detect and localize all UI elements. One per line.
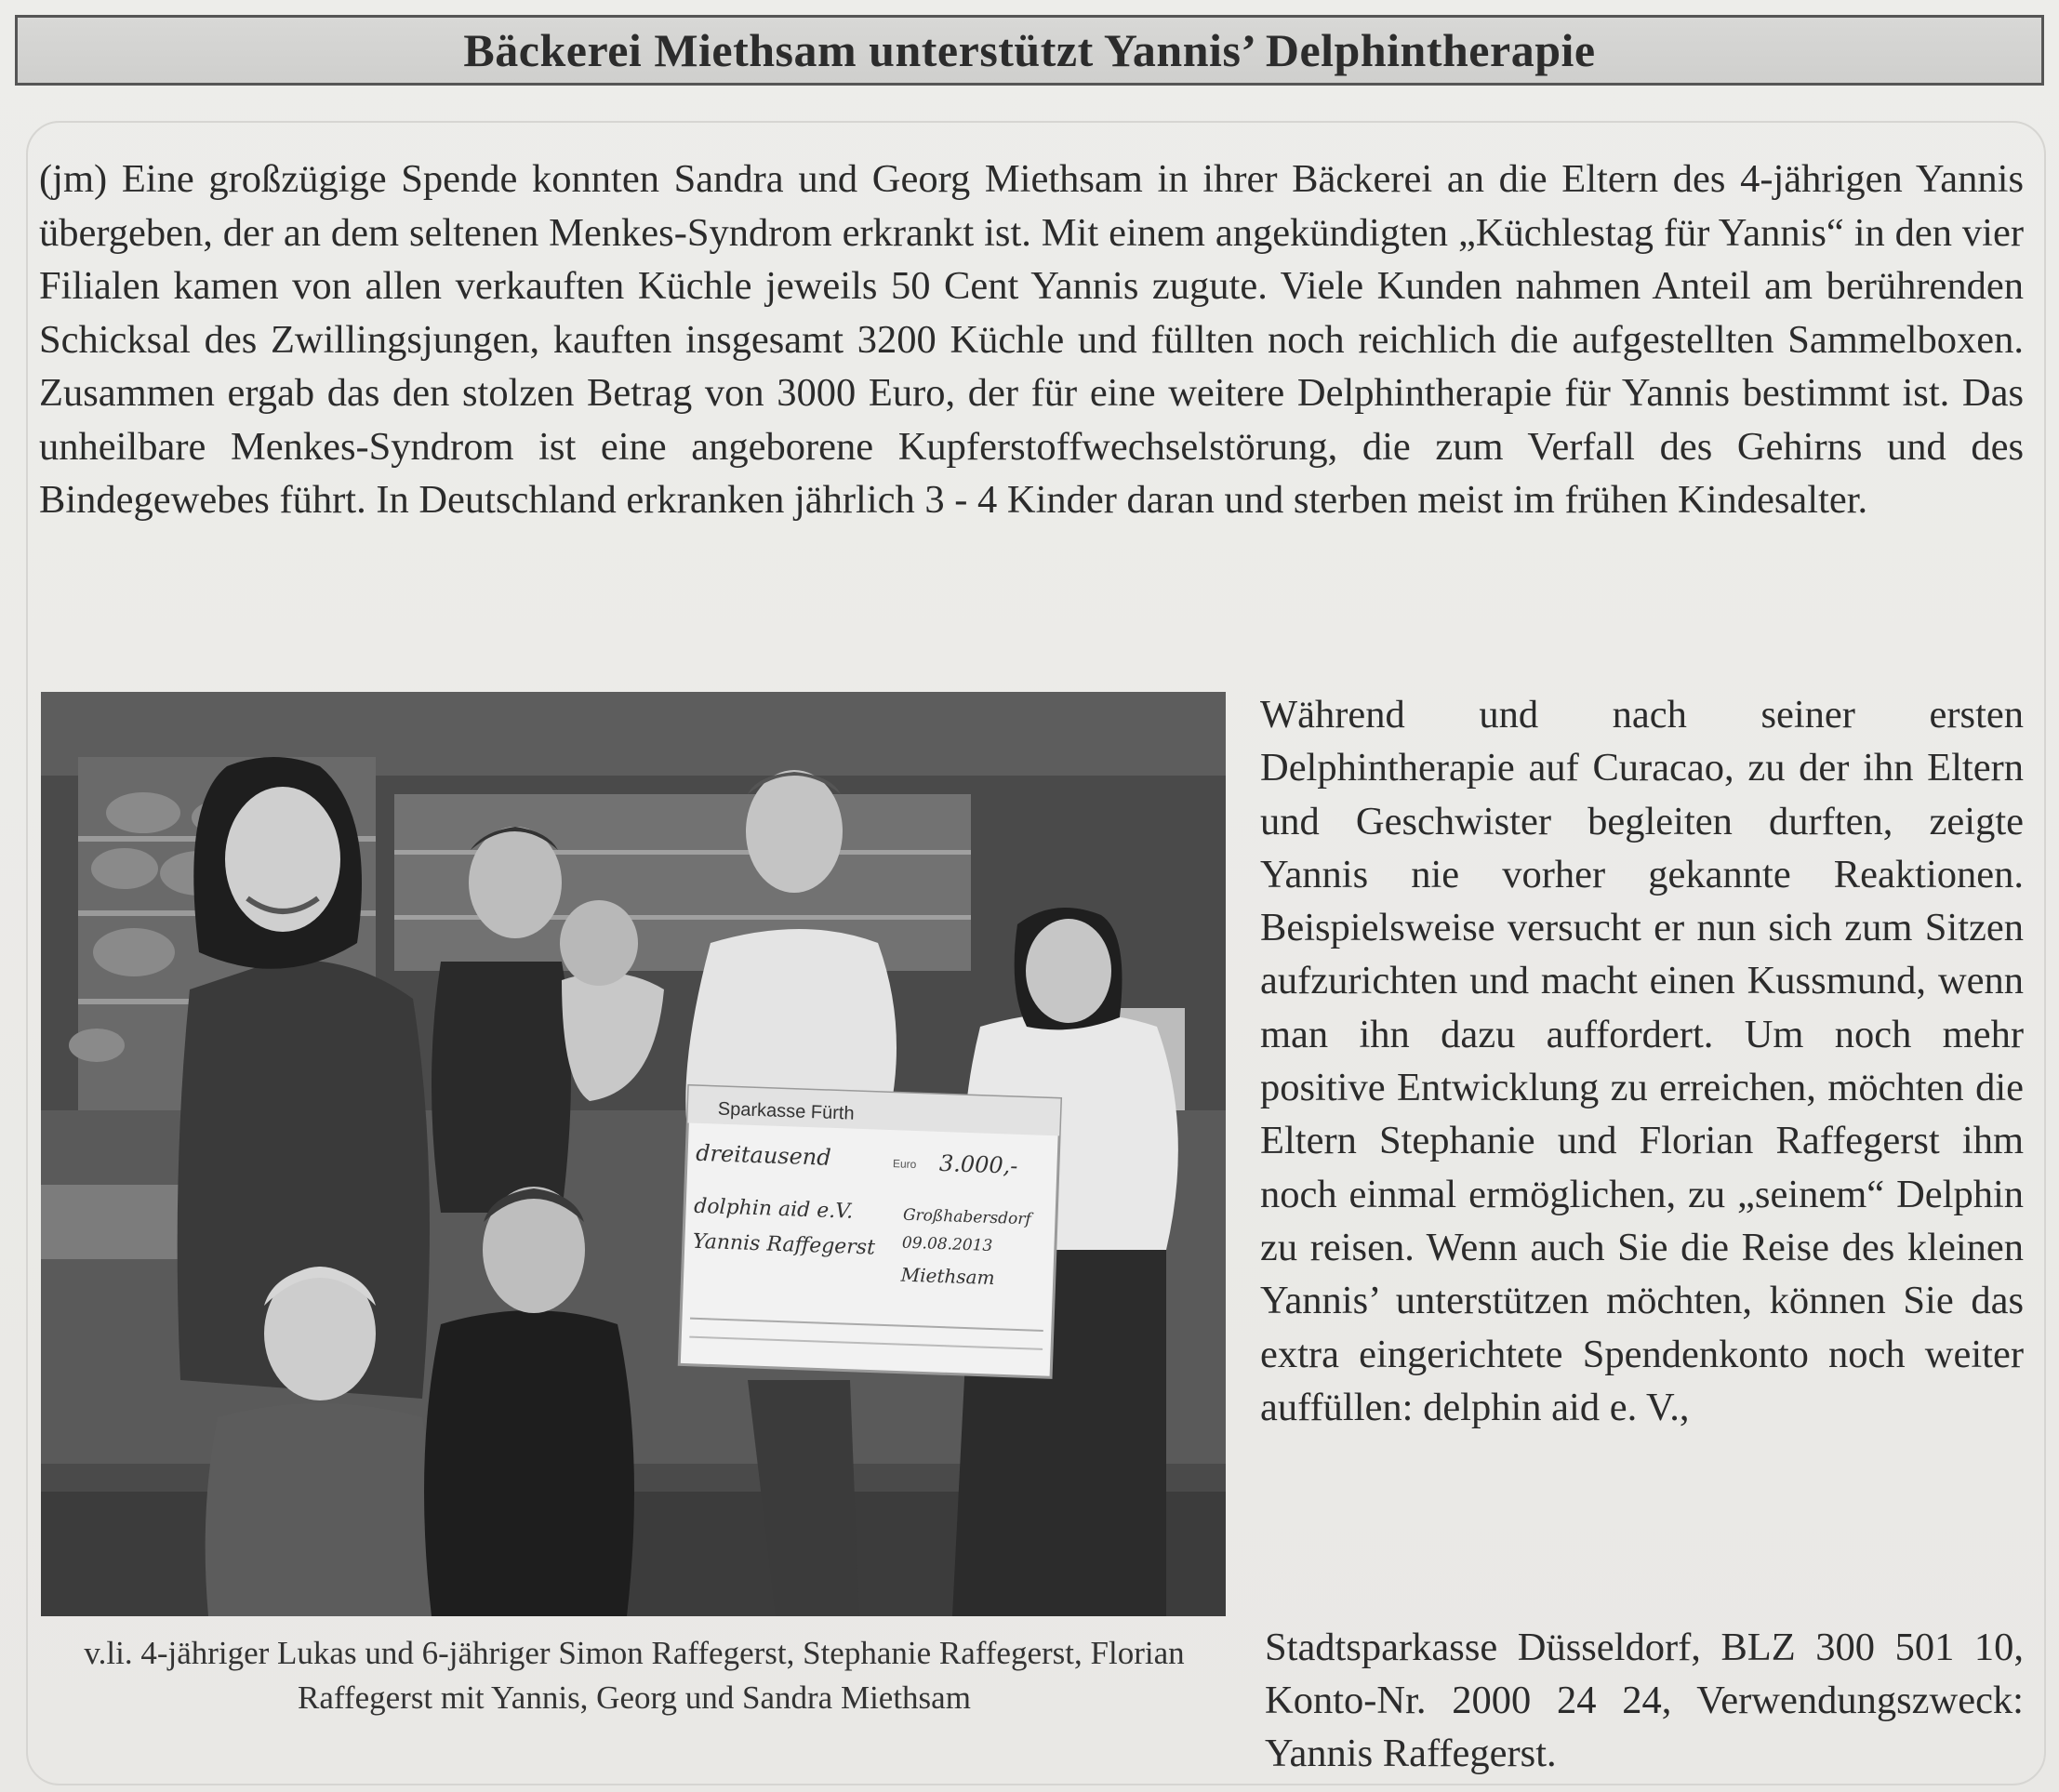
check-payee-2: Yannis Raffegerst: [692, 1229, 876, 1260]
check-date: 09.08.2013: [901, 1233, 993, 1255]
check-amount: 3.000,-: [938, 1149, 1018, 1179]
check-currency: Euro: [892, 1157, 917, 1172]
photo-caption: v.li. 4-jähriger Lukas und 6-jähriger Simon Raffegerst, Stephanie Raffegerst, Florian Raffegerst mit Yannis, Georg und Sandra Miethsam: [84, 1635, 1185, 1716]
side-paragraph: Während und nach seiner ersten Delphintherapie auf Curacao, zu der ihn Eltern und Geschwister begleiten durften, zeigte Yannis nie vorher gekannte Reaktionen. Beispielsweise versucht er nun sich zum Sitzen aufzurichten und macht einen Kussmund, wenn man ihn dazu auffordert. Um noch mehr positive Entwicklung zu erreichen, möchten die Eltern Stephanie und Florian Raffegerst ihm noch einmal ermöglichen, zu „seinem“ Delphin zu reisen. Wenn auch Sie die Reise des kleinen Yannis’ unterstützen möchten, können Sie das extra eingerichtete Spendenkonto noch weiter auffüllen: delphin aid e. V.,: [1260, 693, 2024, 1429]
check-signature: Miethsam: [900, 1263, 995, 1290]
bank-details-paragraph: Stadtsparkasse Düsseldorf, BLZ 300 501 10, Konto-Nr. 2000 24 24, Verwendungszweck: Yannis Raffegerst.: [1265, 1626, 2024, 1775]
check-place: Großhabersdorf: [902, 1205, 1032, 1229]
headline-banner: [15, 15, 2044, 86]
donation-check: [679, 1085, 1060, 1377]
check-amount-words: dreitausend: [695, 1139, 832, 1171]
check-payee-1: dolphin aid e.V.: [693, 1194, 854, 1224]
check-bank-name: Sparkasse Fürth: [717, 1098, 855, 1124]
article-photo: [41, 692, 1226, 1616]
intro-paragraph: (jm) Eine großzügige Spende konnten Sandra und Georg Miethsam in ihrer Bäckerei an die Eltern des 4-jährigen Yannis übergeben, der an dem seltenen Menkes-Syndrom erkrankt ist. Mit einem angekündigten „Küchlestag für Yannis“ in den vier Filialen kamen von allen verkauften Küchle jeweils 50 Cent Yannis zugute. Viele Kunden nahmen Anteil am berührenden Schicksal des Zwillingsjungen, kauften insgesamt 3200 Küchle und füllten noch reichlich die aufgestellten Sammelboxen. Zusammen ergab das den stolzen Betrag von 3000 Euro, der für eine weitere Delphintherapie für Yannis bestimmt ist. Das unheilbare Menkes-Syndrom ist eine angeborene Kupferstoffwechselstörung, die zum Verfall des Gehirns und des Bindegewebes führt. In Deutschland erkranken jährlich 3 - 4 Kinder daran und sterben meist im frühen Kindesalter.: [39, 157, 2024, 522]
photo-illustration: [41, 692, 1226, 1616]
article-headline: Bäckerei Miethsam unterstützt Yannis’ Delphintherapie: [463, 24, 1596, 76]
